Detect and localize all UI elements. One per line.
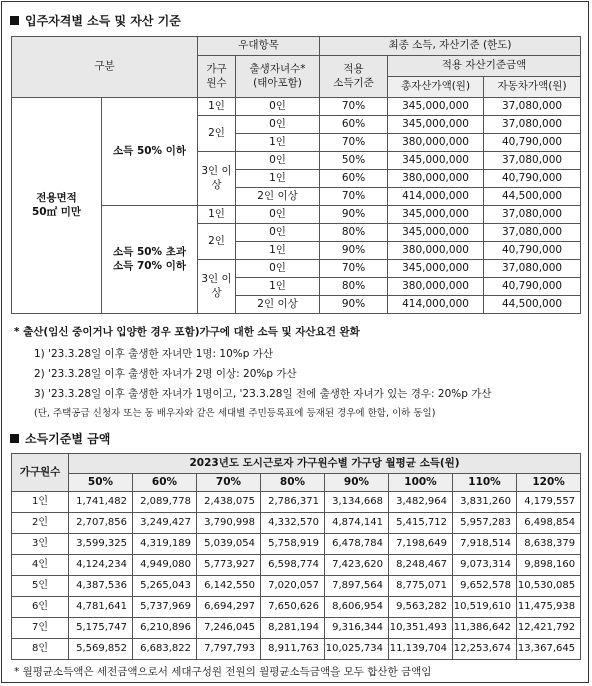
header-children-born: 출생자녀수* (태아포함) — [236, 56, 320, 98]
income-value-cell: 12,421,792 — [517, 618, 581, 639]
children-cell: 2인 이상 — [236, 188, 320, 206]
income-cell: 90% — [320, 206, 388, 224]
header-category: 구분 — [12, 37, 198, 98]
household-size-cell: 2인 — [198, 224, 236, 260]
income-value-cell: 6,142,550 — [197, 576, 261, 597]
income-value-cell: 8,638,379 — [517, 534, 581, 555]
income-value-cell: 5,569,852 — [69, 639, 133, 660]
household-size-cell: 2인 — [198, 116, 236, 152]
table-row — [12, 576, 581, 597]
car-cell: 40,790,000 — [484, 134, 581, 152]
income-cell: 70% — [320, 134, 388, 152]
income-value-cell: 5,957,283 — [453, 513, 517, 534]
household-size-cell: 1인 — [198, 98, 236, 116]
children-cell: 0인 — [236, 98, 320, 116]
income-value-cell: 6,498,854 — [517, 513, 581, 534]
car-cell: 40,790,000 — [484, 242, 581, 260]
income-value-cell: 6,478,784 — [325, 534, 389, 555]
children-cell: 1인 — [236, 278, 320, 296]
header-percent: 100% — [389, 474, 453, 492]
header-percent: 120% — [517, 474, 581, 492]
income-value-cell: 2,786,371 — [261, 492, 325, 513]
square-bullet-icon — [10, 434, 19, 443]
income-value-cell: 4,387,536 — [69, 576, 133, 597]
household-size-cell: 5인 — [12, 576, 69, 597]
table-row — [12, 513, 581, 534]
income-value-cell: 4,781,641 — [69, 597, 133, 618]
header-percent: 110% — [453, 474, 517, 492]
header-preferential: 우대항목 — [198, 37, 320, 56]
income-cell: 70% — [320, 188, 388, 206]
car-cell: 37,080,000 — [484, 98, 581, 116]
income-value-cell: 3,482,964 — [389, 492, 453, 513]
income-value-cell: 11,386,642 — [453, 618, 517, 639]
income-cell: 80% — [320, 278, 388, 296]
header-percent: 50% — [69, 474, 133, 492]
header-percent: 70% — [197, 474, 261, 492]
asset-cell: 345,000,000 — [388, 260, 484, 278]
income-value-cell: 12,253,674 — [453, 639, 517, 660]
car-cell: 37,080,000 — [484, 224, 581, 242]
table-row — [12, 555, 581, 576]
asset-cell: 345,000,000 — [388, 98, 484, 116]
children-cell: 0인 — [236, 116, 320, 134]
section2-heading — [10, 430, 110, 447]
income-value-cell: 3,249,427 — [133, 513, 197, 534]
income-value-cell: 7,198,649 — [389, 534, 453, 555]
section1-title: 입주자격별 소득 및 자산 기준 — [25, 14, 181, 28]
asset-cell: 345,000,000 — [388, 206, 484, 224]
household-size-cell: 6인 — [12, 597, 69, 618]
income-value-cell: 8,775,071 — [389, 576, 453, 597]
income-value-cell: 8,606,954 — [325, 597, 389, 618]
income-value-cell: 9,898,160 — [517, 555, 581, 576]
children-cell: 1인 — [236, 242, 320, 260]
income-value-cell: 4,874,141 — [325, 513, 389, 534]
header-household-size: 가구 원수 — [198, 56, 236, 98]
header-percent: 90% — [325, 474, 389, 492]
income-cell: 50% — [320, 152, 388, 170]
asset-cell: 380,000,000 — [388, 170, 484, 188]
income-value-cell: 7,897,564 — [325, 576, 389, 597]
header-car-value: 자동차가액(원) — [484, 77, 581, 98]
income-value-cell: 5,758,919 — [261, 534, 325, 555]
income-value-cell: 7,246,045 — [197, 618, 261, 639]
car-cell: 37,080,000 — [484, 260, 581, 278]
asset-cell: 380,000,000 — [388, 278, 484, 296]
income-value-cell: 7,797,793 — [197, 639, 261, 660]
income-value-cell: 7,020,057 — [261, 576, 325, 597]
household-size-cell: 2인 — [12, 513, 69, 534]
income-value-cell: 8,248,467 — [389, 555, 453, 576]
income-value-cell: 4,124,234 — [69, 555, 133, 576]
household-size-cell: 7인 — [12, 618, 69, 639]
header-percent: 80% — [261, 474, 325, 492]
table-row — [12, 98, 581, 116]
children-cell: 0인 — [236, 152, 320, 170]
income-value-cell: 9,652,578 — [453, 576, 517, 597]
header-percent: 60% — [133, 474, 197, 492]
income-value-cell: 6,683,822 — [133, 639, 197, 660]
income-value-cell: 5,773,927 — [197, 555, 261, 576]
children-cell: 0인 — [236, 260, 320, 278]
header-household-size: 가구원수 — [12, 454, 69, 492]
income-value-cell: 5,175,747 — [69, 618, 133, 639]
eligibility-table — [11, 36, 581, 314]
note-item-3: 3) '23.3.28일 이후 출생한 자녀가 1명이고, '23.3.28일 전에 출생한 자녀가 있는 경우: 20%p 가산 — [34, 388, 492, 400]
income-cell: 80% — [320, 224, 388, 242]
income-value-cell: 9,316,344 — [325, 618, 389, 639]
car-cell: 37,080,000 — [484, 152, 581, 170]
income-value-cell: 3,134,668 — [325, 492, 389, 513]
household-size-cell: 3인 이상 — [198, 260, 236, 314]
income-value-cell: 10,519,610 — [453, 597, 517, 618]
household-size-cell: 1인 — [198, 206, 236, 224]
children-cell: 0인 — [236, 224, 320, 242]
income-value-cell: 5,265,043 — [133, 576, 197, 597]
household-size-cell: 4인 — [12, 555, 69, 576]
asset-cell: 380,000,000 — [388, 134, 484, 152]
car-cell: 44,500,000 — [484, 296, 581, 314]
section2-title: 소득기준별 금액 — [25, 432, 111, 446]
income-cell: 90% — [320, 296, 388, 314]
area-label: 전용면적 50㎡ 미만 — [12, 98, 102, 314]
income-value-cell: 5,039,054 — [197, 534, 261, 555]
household-size-cell: 3인 — [12, 534, 69, 555]
section1-heading — [10, 12, 181, 29]
income-value-cell: 3,599,325 — [69, 534, 133, 555]
income-value-cell: 4,319,189 — [133, 534, 197, 555]
income-value-cell: 13,367,645 — [517, 639, 581, 660]
children-cell: 1인 — [236, 170, 320, 188]
header-total-asset: 총자산가액(원) — [388, 77, 484, 98]
note-paren: (단, 주택공급 신청자 또는 동 배우자와 같은 세대별 주민등록표에 등재된 경우에 한함, 이하 동일) — [34, 408, 436, 419]
income-value-cell: 7,918,514 — [453, 534, 517, 555]
income-cell: 90% — [320, 242, 388, 260]
income-value-cell: 3,831,260 — [453, 492, 517, 513]
table-row — [12, 639, 581, 660]
square-bullet-icon — [10, 16, 19, 25]
asset-cell: 414,000,000 — [388, 188, 484, 206]
income-value-cell: 11,139,704 — [389, 639, 453, 660]
income-value-cell: 4,332,570 — [261, 513, 325, 534]
table-row — [12, 597, 581, 618]
income-value-cell: 11,475,938 — [517, 597, 581, 618]
asset-cell: 345,000,000 — [388, 116, 484, 134]
note-item-2: 2) '23.3.28일 이후 출생한 자녀가 2명 이상: 20%p 가산 — [34, 368, 297, 380]
household-size-cell: 3인 이상 — [198, 152, 236, 206]
household-size-cell: 8인 — [12, 639, 69, 660]
table-row — [12, 618, 581, 639]
income-value-cell: 6,694,297 — [197, 597, 261, 618]
income-table — [11, 453, 581, 660]
income-value-cell: 8,281,194 — [261, 618, 325, 639]
income-cell: 60% — [320, 170, 388, 188]
header-final-criteria: 최종 소득, 자산기준 (한도) — [320, 37, 581, 56]
income-group-label: 소득 50% 초과 소득 70% 이하 — [102, 206, 198, 314]
income-value-cell: 1,741,482 — [69, 492, 133, 513]
table-row — [12, 492, 581, 513]
income-value-cell: 4,949,080 — [133, 555, 197, 576]
income-cell: 60% — [320, 116, 388, 134]
car-cell: 40,790,000 — [484, 170, 581, 188]
note-income: * 월평균소득액은 세전금액으로서 세대구성원 전원의 월평균소득금액을 모두 합산한 금액임 — [14, 666, 432, 678]
income-value-cell: 8,911,763 — [261, 639, 325, 660]
note-item-1: 1) '23.3.28일 이후 출생한 자녀만 1명: 10%p 가산 — [34, 348, 274, 360]
children-cell: 0인 — [236, 206, 320, 224]
income-group-label: 소득 50% 이하 — [102, 98, 198, 206]
income-value-cell: 7,650,626 — [261, 597, 325, 618]
header-applied-income: 적용 소득기준 — [320, 56, 388, 98]
income-cell: 70% — [320, 260, 388, 278]
car-cell: 40,790,000 — [484, 278, 581, 296]
income-value-cell: 10,025,734 — [325, 639, 389, 660]
asset-cell: 414,000,000 — [388, 296, 484, 314]
asset-cell: 380,000,000 — [388, 242, 484, 260]
car-cell: 44,500,000 — [484, 188, 581, 206]
note-star: * 출산(임신 중이거나 입양한 경우 포함)가구에 대한 소득 및 자산요건 완화 — [14, 326, 360, 338]
income-value-cell: 7,423,620 — [325, 555, 389, 576]
income-value-cell: 3,790,998 — [197, 513, 261, 534]
header-main: 2023년도 도시근로자 가구원수별 가구당 월평균 소득(원) — [69, 454, 581, 474]
table-row — [12, 534, 581, 555]
car-cell: 37,080,000 — [484, 116, 581, 134]
asset-cell: 345,000,000 — [388, 152, 484, 170]
header-applied-asset: 적용 자산기준금액 — [388, 56, 581, 77]
income-value-cell: 5,415,712 — [389, 513, 453, 534]
income-value-cell: 9,563,282 — [389, 597, 453, 618]
income-value-cell: 10,351,493 — [389, 618, 453, 639]
income-value-cell: 2,089,778 — [133, 492, 197, 513]
income-value-cell: 2,707,856 — [69, 513, 133, 534]
income-value-cell: 4,179,557 — [517, 492, 581, 513]
income-value-cell: 2,438,075 — [197, 492, 261, 513]
income-value-cell: 6,598,774 — [261, 555, 325, 576]
children-cell: 2인 이상 — [236, 296, 320, 314]
household-size-cell: 1인 — [12, 492, 69, 513]
car-cell: 37,080,000 — [484, 206, 581, 224]
asset-cell: 345,000,000 — [388, 224, 484, 242]
income-value-cell: 5,737,969 — [133, 597, 197, 618]
income-value-cell: 9,073,314 — [453, 555, 517, 576]
children-cell: 1인 — [236, 134, 320, 152]
income-cell: 70% — [320, 98, 388, 116]
income-value-cell: 10,530,085 — [517, 576, 581, 597]
income-value-cell: 6,210,896 — [133, 618, 197, 639]
